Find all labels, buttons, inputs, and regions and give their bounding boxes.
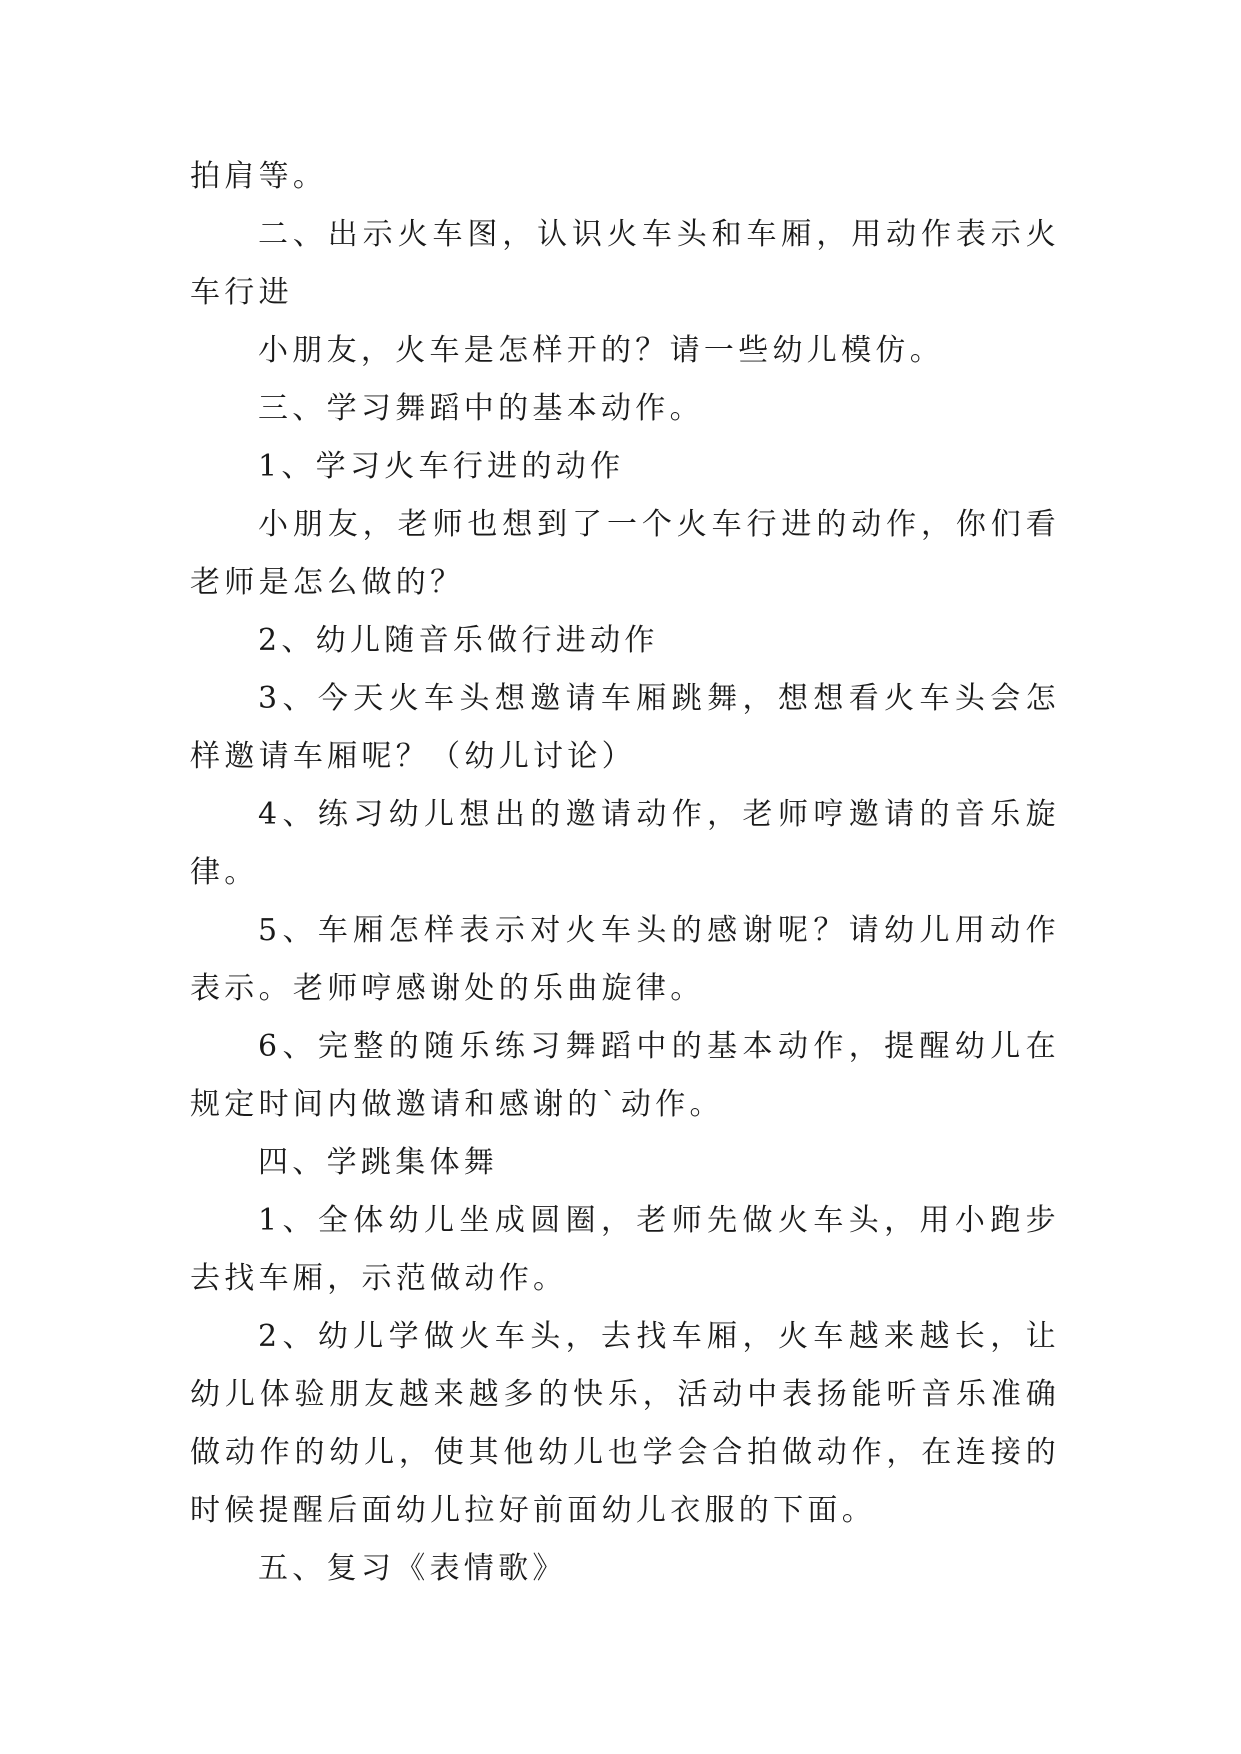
paragraph: 小朋友，老师也想到了一个火车行进的动作，你们看老师是怎么做的？ [190,507,1060,600]
paragraph-item-3: 3、今天火车头想邀请车厢跳舞，想想看火车头会怎样邀请车厢呢？（幼儿讨论） [190,681,1060,774]
paragraph-item-2: 2、幼儿学做火车头，去找车厢，火车越来越长，让幼儿体验朋友越来越多的快乐，活动中表扬能听音乐准确做动作的幼儿，使其他幼儿也学会合拍做动作，在连接的时候提醒后面幼儿拉好前面幼儿衣服的下面。 [190,1319,1060,1528]
paragraph-item-6: 6、完整的随乐练习舞蹈中的基本动作，提醒幼儿在规定时间内做邀请和感谢的`动作。 [190,1029,1060,1122]
paragraph-section-3: 三、学习舞蹈中的基本动作。 [258,391,704,426]
paragraph-item-1: 1、全体幼儿坐成圆圈，老师先做火车头，用小跑步去找车厢，示范做动作。 [190,1203,1060,1296]
paragraph-item-5: 5、车厢怎样表示对火车头的感谢呢？请幼儿用动作表示。老师哼感谢处的乐曲旋律。 [190,913,1060,1006]
paragraph-section-5: 五、复习《表情歌》 [258,1551,567,1586]
document-body [190,148,1060,1598]
paragraph-item-4: 4、练习幼儿想出的邀请动作，老师哼邀请的音乐旋律。 [190,797,1060,890]
paragraph-continuation: 拍肩等。 [190,159,328,194]
paragraph-section-2: 二、出示火车图，认识火车头和车厢，用动作表示火车行进 [190,217,1060,310]
paragraph-item-2: 2、幼儿随音乐做行进动作 [258,623,659,658]
paragraph-section-4: 四、学跳集体舞 [258,1145,499,1180]
paragraph: 小朋友，火车是怎样开的？请一些幼儿模仿。 [258,333,944,368]
paragraph-item-1: 1、学习火车行进的动作 [258,449,625,484]
